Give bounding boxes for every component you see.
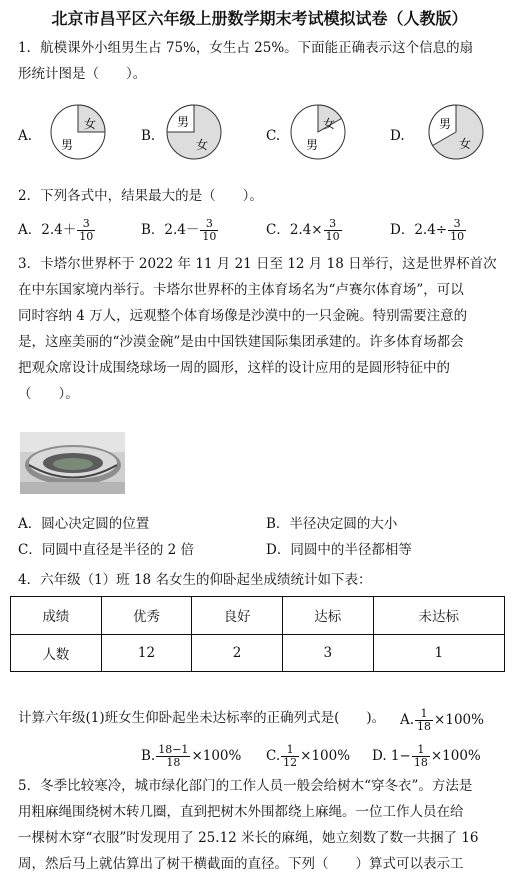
q3-stem-line6: （ ）。 bbox=[18, 386, 79, 402]
q4-option-b-fraction: $\frac{18-1}{18}$ bbox=[158, 743, 189, 769]
q5-stem-line3: 一棵树木穿“衣服”时发现用了 25.12 米长的麻绳，她立刻数了数一共捆了 16 bbox=[18, 830, 479, 846]
q1-option-d-letter[interactable]: D. bbox=[390, 128, 405, 144]
q4-stem: 4．六年级（1）班 18 名女生的仰卧起坐成绩统计如下表： bbox=[18, 572, 372, 588]
q3-option-d[interactable]: D．同圆中的半径都相等 bbox=[266, 542, 412, 558]
q2-option-a-prefix: A．2.4＋ bbox=[18, 222, 77, 238]
q1-option-a-pie-chart[interactable] bbox=[50, 104, 106, 160]
q4-option-c-suffix: ×100% bbox=[300, 748, 351, 764]
q1-option-b-pie-chart[interactable] bbox=[166, 104, 222, 160]
q1-option-c-label-female: 女 bbox=[322, 117, 336, 131]
q1-option-c-label-male: 男 bbox=[305, 138, 319, 152]
q2-option-c[interactable] bbox=[266, 218, 343, 243]
q4-option-d-fraction: $\frac{1}{18}$ bbox=[413, 743, 428, 769]
q3-stem-line2: 在中东国家境内举行。卡塔尔世界杯的主体育场名为“卢赛尔体育场”，可以 bbox=[18, 282, 464, 298]
table-cell: 12 bbox=[101, 634, 192, 672]
q2-option-d-prefix: D．2.4÷ bbox=[390, 222, 448, 238]
q4-option-a-fraction: $\frac{1}{18}$ bbox=[417, 707, 432, 733]
table-cell: 1 bbox=[373, 634, 504, 672]
q4-option-b[interactable] bbox=[141, 744, 241, 769]
table-cell: 3 bbox=[282, 634, 373, 672]
q1-stem-line2: 形统计图是（ ）。 bbox=[18, 66, 147, 82]
q4-option-b-prefix: B. bbox=[141, 748, 156, 764]
q1-option-c-pie-chart[interactable] bbox=[290, 104, 346, 160]
q5-stem-line1: 5．冬季比较寒冷，城市绿化部门的工作人员一般会给树木“穿冬衣”。方法是 bbox=[18, 778, 473, 794]
q1-option-c-letter[interactable]: C. bbox=[266, 128, 281, 144]
q1-option-d-label-female: 女 bbox=[458, 137, 472, 151]
q3-stem-line5: 把观众席设计成围绕球场一周的圆形，这样的设计应用的是圆形特征中的 bbox=[18, 360, 450, 376]
q3-option-a[interactable]: A．圆心决定圆的位置 bbox=[18, 516, 150, 532]
q5-stem-line2: 用粗麻绳围绕树木转几圈，直到把树木外围都绕上麻绳。一位工作人员在给 bbox=[18, 804, 464, 820]
table-header-cell: 良好 bbox=[192, 597, 283, 635]
q1-option-d-pie-chart[interactable] bbox=[428, 104, 484, 160]
q4-option-a-suffix: ×100% bbox=[434, 712, 484, 728]
q3-stem-line4: 是，这座美丽的“沙漠金碗”是由中国铁建国际集团承建的。许多体育场都会 bbox=[18, 334, 464, 350]
q4-option-a-prefix: A. bbox=[400, 712, 415, 728]
q1-option-b-letter[interactable]: B. bbox=[141, 128, 156, 144]
q4-question: 计算六年级(1)班女生仰卧起坐未达标率的正确列式是( )。 bbox=[18, 710, 386, 726]
q4-option-c[interactable] bbox=[266, 744, 350, 769]
q4-option-d-suffix: ×100% bbox=[430, 748, 481, 764]
table-cell: 2 bbox=[192, 634, 283, 672]
q1-option-a-label-male: 男 bbox=[60, 138, 74, 152]
q3-stem-line1: 3．卡塔尔世界杯于 2022 年 11 月 21 日至 12 月 18 日举行，这是世界杯首次 bbox=[18, 256, 497, 272]
q3-option-b[interactable]: B．半径决定圆的大小 bbox=[266, 516, 398, 532]
q1-option-d-label-male: 男 bbox=[438, 117, 452, 131]
q2-option-b-prefix: B．2.4－ bbox=[141, 222, 200, 238]
table-header-cell: 未达标 bbox=[373, 597, 504, 635]
q2-option-b-fraction: $\frac{3}{10}$ bbox=[202, 217, 217, 243]
q2-option-c-fraction: $\frac{3}{10}$ bbox=[325, 217, 340, 243]
q2-stem: 2．下列各式中，结果最大的是（ ）。 bbox=[18, 188, 263, 204]
table-header-cell: 优秀 bbox=[101, 597, 192, 635]
q2-option-a[interactable] bbox=[18, 218, 96, 243]
q1-option-a-letter[interactable]: A. bbox=[18, 128, 33, 144]
q4-option-c-prefix: C. bbox=[266, 748, 281, 764]
q1-option-a-label-female: 女 bbox=[83, 117, 97, 131]
q5-stem-line4: 周，然后马上就估算出了树干横截面的直径。下列（ ）算式可以表示工 bbox=[18, 856, 464, 872]
table-header-cell: 成绩 bbox=[11, 597, 102, 635]
q4-option-b-suffix: ×100% bbox=[191, 748, 242, 764]
table-row bbox=[11, 634, 505, 672]
exam-title: 北京市昌平区六年级上册数学期末考试模拟试卷（人教版） bbox=[51, 9, 468, 28]
q1-option-b-label-female: 女 bbox=[195, 138, 209, 152]
q1-option-b-label-male: 男 bbox=[176, 115, 190, 129]
q4-score-table bbox=[10, 596, 505, 672]
stadium-photo bbox=[20, 432, 125, 494]
table-header-cell: 达标 bbox=[282, 597, 373, 635]
table-cell: 人数 bbox=[11, 634, 102, 672]
q3-option-c[interactable]: C．同圆中直径是半径的 2 倍 bbox=[18, 542, 195, 558]
q4-option-a[interactable] bbox=[400, 708, 484, 733]
table-header-row bbox=[11, 597, 505, 635]
q1-stem-line1: 1．航模课外小组男生占 75%，女生占 25%。下面能正确表示这个信息的扇 bbox=[18, 40, 474, 56]
q2-option-a-fraction: $\frac{3}{10}$ bbox=[79, 217, 94, 243]
q2-option-d-fraction: $\frac{3}{10}$ bbox=[450, 217, 465, 243]
q2-option-d[interactable] bbox=[390, 218, 467, 243]
q4-option-c-fraction: $\frac{1}{12}$ bbox=[283, 743, 298, 769]
q4-option-d[interactable] bbox=[372, 744, 481, 769]
q4-option-d-prefix: D. 1− bbox=[372, 748, 411, 764]
q2-option-b[interactable] bbox=[141, 218, 219, 243]
q2-option-c-prefix: C．2.4× bbox=[266, 222, 323, 238]
q3-stem-line3: 同时容纳 4 万人，远观整个体育场像是沙漠中的一只金碗。特别需要注意的 bbox=[18, 308, 468, 324]
